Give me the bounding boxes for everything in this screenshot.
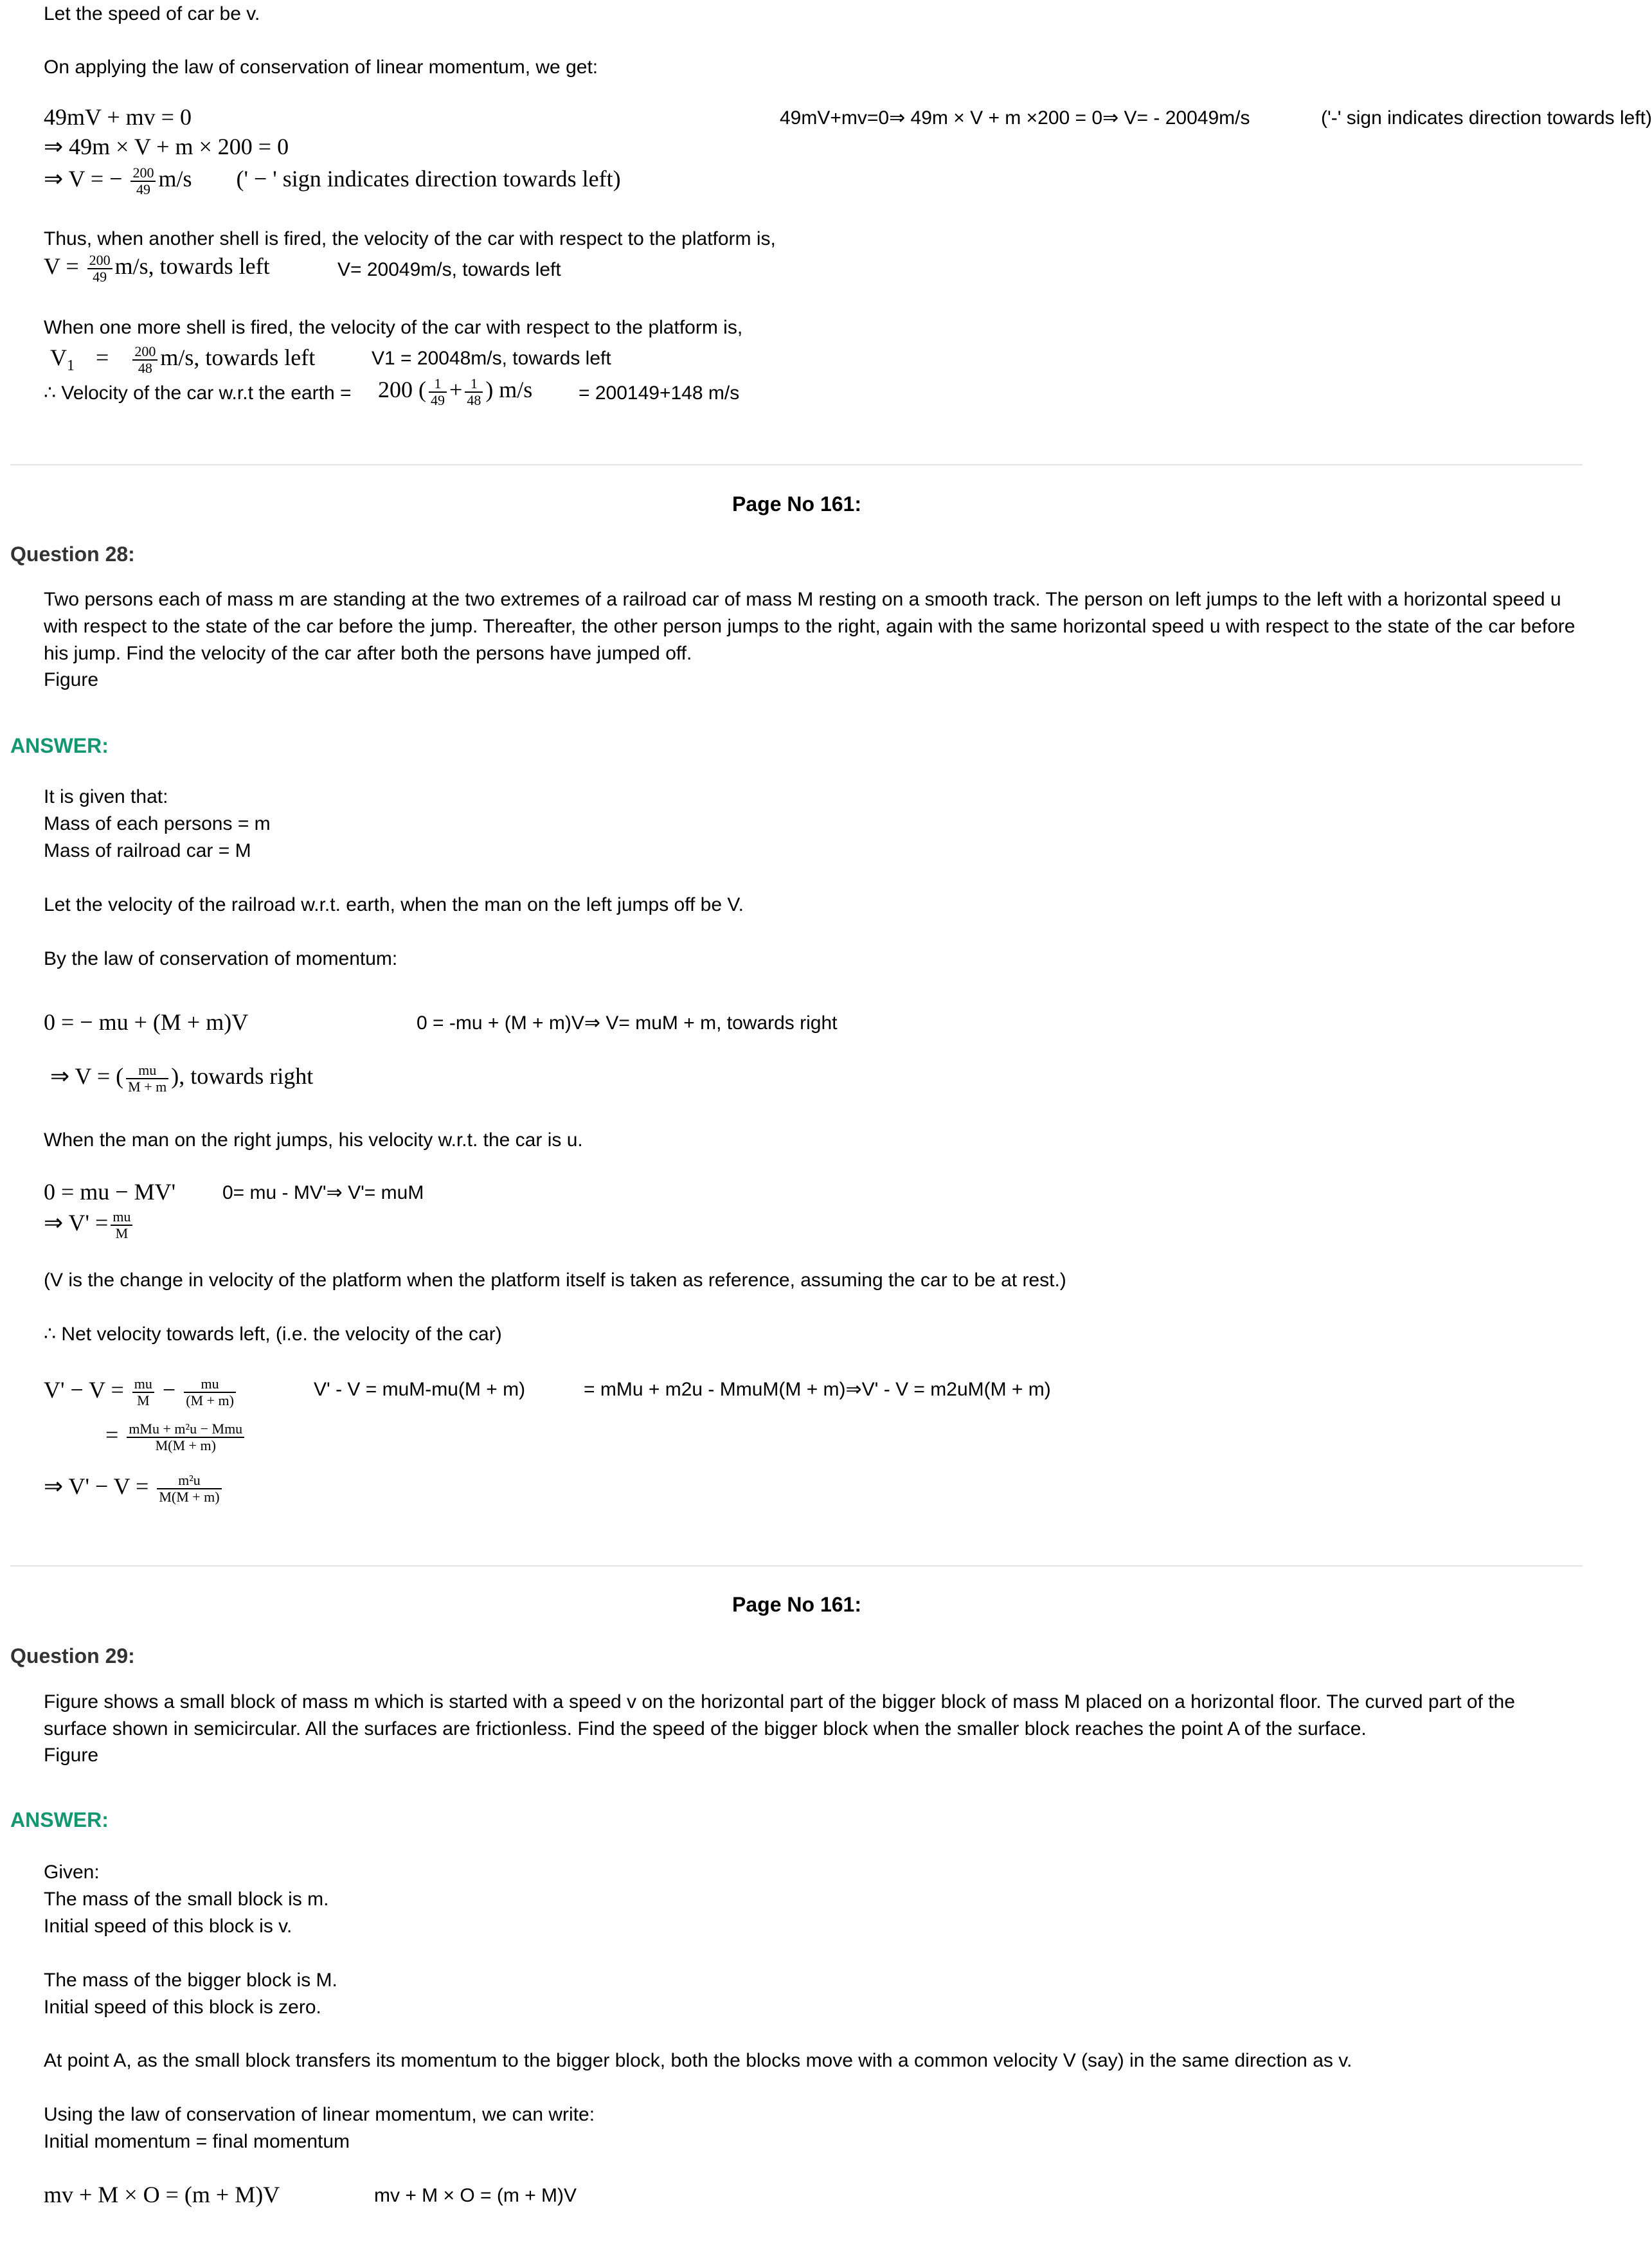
net-velocity-line: ∴ Net velocity towards left, (i.e. the velocity of the car)	[44, 1324, 502, 1345]
divider	[10, 1565, 1583, 1567]
earth-fallback: = 200149+148 m/s	[579, 382, 740, 404]
big-speed-line: Initial speed of this block is zero.	[44, 1997, 321, 2018]
eq-e: V' − V = $\frac{mu}{M}$ − $\frac{mu}{(M + m)}$	[44, 1376, 238, 1408]
fraction-big: $\frac{\text{mMu + m²u − Mmu}}{M(M + m)}$	[127, 1421, 244, 1453]
v-equation: V = $\frac{200}{49}$ m/s, towards left	[44, 251, 270, 285]
question-text: Figure shows a small block of mass m which is started with a speed v on the horizontal part of the bigger block of mass M placed on a horizontal floor. The curved part of the surface shown in semicircular. All the surfaces are frictionless. Find the speed of the bigger block when the smaller block reaches the point A of the surface.	[44, 1691, 1515, 1739]
fraction-200-49-b: $\frac{200}{49}$	[87, 253, 112, 285]
given-line: It is given that:	[44, 786, 168, 807]
thus-line: Thus, when another shell is fired, the velocity of the car with respect to the platform is,	[44, 228, 776, 249]
given-line: Given:	[44, 1862, 100, 1883]
eq-e-fallback-1: V' - V = muM-mu(M + m)	[314, 1379, 526, 1400]
fraction-200-48: $\frac{200}{48}$	[132, 344, 157, 376]
right-jumps-line: When the man on the right jumps, his velocity w.r.t. the car is u.	[44, 1129, 583, 1151]
let-velocity-line: Let the velocity of the railroad w.r.t. earth, when the man on the left jumps off be V.	[44, 894, 744, 915]
v-fallback: V= 20049m/s, towards left	[337, 259, 561, 280]
divider	[10, 464, 1583, 465]
mass-car-line: Mass of railroad car = M	[44, 840, 251, 861]
eq-a: 0 = − mu + (M + m)V	[44, 1009, 249, 1035]
fraction-m2u: $\frac{\text{m²u}}{M(M + m)}$	[157, 1473, 221, 1505]
eq-g: ⇒ V' − V = $\frac{\text{m²u}}{M(M + m)}$	[44, 1472, 224, 1505]
eq-h-fallback: mv + M × O = (m + M)V	[374, 2185, 577, 2206]
figure-label: Figure	[44, 669, 99, 690]
fraction-200-49: $\frac{200}{49}$	[130, 165, 156, 197]
fraction-mu-M: $\frac{mu}{M}$	[111, 1209, 132, 1241]
question-text: Two persons each of mass m are standing at the two extremes of a railroad car of mass M resting on a smooth track. The person on left jumps to the left with a horizontal speed u with respect to the state of the car before the jump. Thereafter, the other person jumps to the right, again with the same horizontal speed u with respect to the state of the car before his jump. Find the velocity of the car after both the persons have jumped off.	[44, 589, 1576, 664]
speed-line: Let the speed of car be v.	[44, 3, 260, 24]
eq-b: ⇒ V = ( $\frac{mu}{M + m}$ ), towards right	[50, 1061, 314, 1095]
small-mass-line: The mass of the small block is m.	[44, 1889, 329, 1910]
fraction-1-48: $\frac{1}{48}$	[465, 376, 483, 408]
fraction-mu-Mm-paren: $\frac{mu}{(M + m)}$	[184, 1376, 236, 1408]
initial-final-line: Initial momentum = final momentum	[44, 2131, 350, 2152]
fallback-note: ('-' sign indicates direction towards left)	[1321, 107, 1652, 129]
figure-label: Figure	[44, 1745, 99, 1766]
fraction-mu-Mm: $\frac{mu}{M + m}$	[126, 1063, 168, 1095]
point-a-line: At point A, as the small block transfers its momentum to the bigger block, both the blocks move with a common velocity V (say) in the same direction as v.	[44, 2050, 1352, 2071]
by-law-line: By the law of conservation of momentum:	[44, 948, 398, 969]
v1-fallback: V1 = 20048m/s, towards left	[372, 348, 611, 369]
eq-a-fallback: 0 = -mu + (M + m)V⇒ V= muM + m, towards right	[417, 1012, 838, 1034]
earth-equation: 200 ( $\frac{1}{49}$ + $\frac{1}{48}$ ) m/s	[378, 375, 533, 408]
answer-label: ANSWER:	[10, 1808, 109, 1831]
small-speed-line: Initial speed of this block is v.	[44, 1916, 292, 1937]
eq-h: mv + M × O = (m + M)V	[44, 2182, 280, 2207]
fraction-mu-M-b: $\frac{mu}{M}$	[132, 1376, 154, 1408]
eq-f: = $\frac{\text{mMu + m²u − Mmu}}{M(M + m)}$	[105, 1421, 247, 1453]
fallback-eq: 49mV+mv=0⇒ 49m × V + m ×200 = 0⇒ V= - 20049m/s	[780, 107, 1250, 129]
mass-each-line: Mass of each persons = m	[44, 813, 271, 834]
note-line: (V is the change in velocity of the platform when the platform itself is taken as reference, assuming the car to be at rest.)	[44, 1270, 1066, 1291]
fraction-1-49: $\frac{1}{49}$	[429, 376, 447, 408]
eq-momentum-1: 49mV + mv = 0	[44, 104, 192, 130]
eq-d: ⇒ V' = $\frac{mu}{M}$	[44, 1208, 135, 1241]
eq-e-fallback-2: = mMu + m2u - MmuM(M + m)⇒V' - V = m2uM(M + m)	[584, 1379, 1051, 1400]
using-law-line: Using the law of conservation of linear momentum, we can write:	[44, 2104, 595, 2125]
answer-label: ANSWER:	[10, 734, 109, 757]
conservation-line: On applying the law of conservation of linear momentum, we get:	[44, 57, 598, 78]
page-number: Page No 161:	[732, 492, 861, 516]
eq-c-fallback: 0= mu - MV'⇒ V'= muM	[222, 1182, 424, 1203]
question-heading: Question 29:	[10, 1644, 135, 1667]
eq-momentum-3: ⇒ V = − $\frac{200}{49}$ m/s (' − ' sign indicates direction towards left)	[44, 164, 621, 197]
earth-label: ∴ Velocity of the car w.r.t the earth =	[44, 382, 352, 404]
eq-momentum-2: ⇒ 49m × V + m × 200 = 0	[44, 134, 289, 159]
page-number: Page No 161:	[732, 1593, 861, 1616]
v1-equation: $V_1$ = $\frac{200}{48}$ m/s, towards left	[50, 343, 316, 376]
eq-c: 0 = mu − MV'	[44, 1179, 176, 1205]
big-mass-line: The mass of the bigger block is M.	[44, 1970, 337, 1991]
one-more-line: When one more shell is fired, the velocity of the car with respect to the platform is,	[44, 317, 743, 338]
question-heading: Question 28:	[10, 543, 135, 566]
